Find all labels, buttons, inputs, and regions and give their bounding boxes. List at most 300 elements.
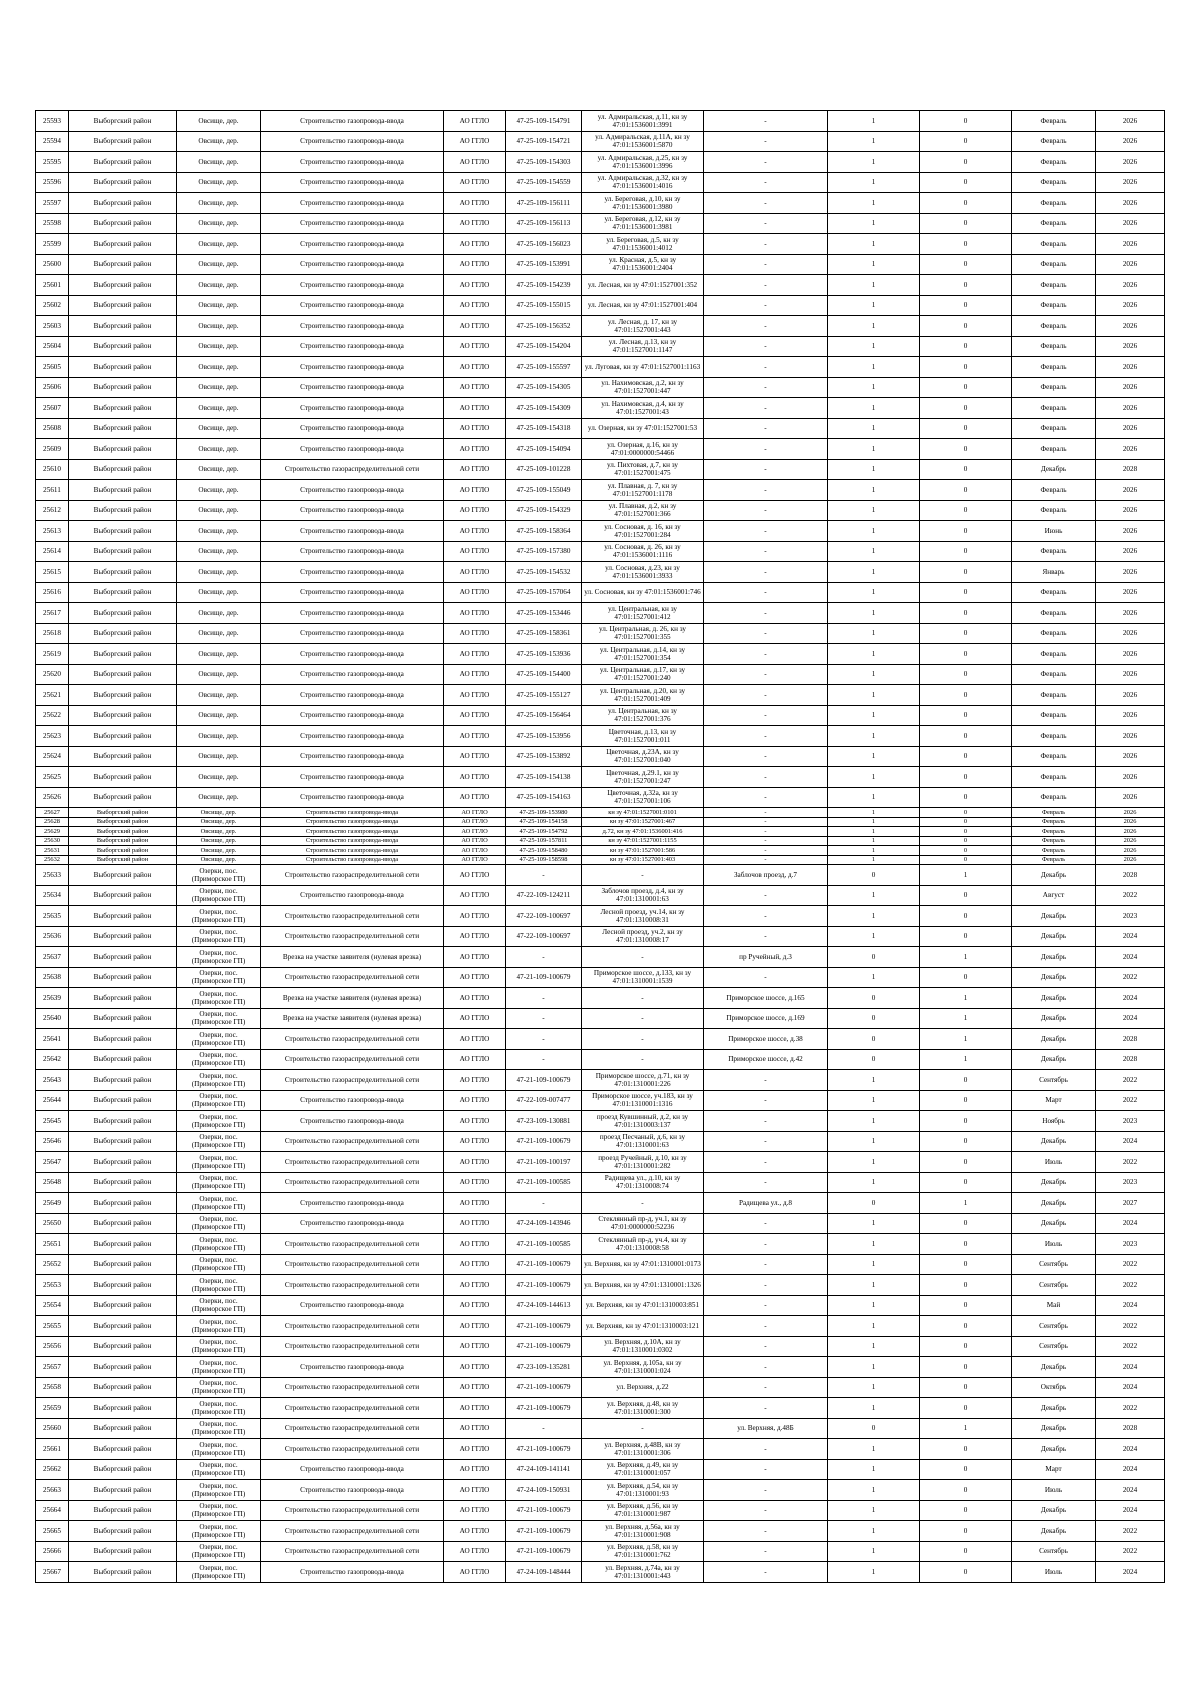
cell-row-number: 25630 xyxy=(36,836,69,846)
cell-application-number: 47-25-109-153980 xyxy=(506,808,582,818)
cell-work-type: Строительство газораспределительной сети xyxy=(261,1070,444,1091)
cell-work-type: Строительство газопровода-ввода xyxy=(261,808,444,818)
cell-application-number: 47-24-109-150931 xyxy=(506,1480,582,1501)
cell-organization: АО ГГЛО xyxy=(444,603,506,624)
table-row xyxy=(36,275,1165,296)
cell-work-type: Строительство газопровода-ввода xyxy=(261,295,444,316)
cell-count-a: 1 xyxy=(828,418,920,439)
cell-count-a: 1 xyxy=(828,521,920,542)
cell-row-number: 25600 xyxy=(36,254,69,275)
cell-month: Февраль xyxy=(1012,213,1096,234)
cell-month: Июль xyxy=(1012,1562,1096,1583)
cell-settlement: Озерки, пос. (Приморское ГП) xyxy=(177,885,261,906)
cell-month: Декабрь xyxy=(1012,1049,1096,1070)
cell-row-number: 25656 xyxy=(36,1336,69,1357)
cell-row-number: 25654 xyxy=(36,1295,69,1316)
cell-year: 2028 xyxy=(1096,1029,1165,1050)
cell-organization: АО ГГЛО xyxy=(444,1480,506,1501)
cell-year: 2026 xyxy=(1096,439,1165,460)
cell-organization: АО ГГЛО xyxy=(444,865,506,886)
cell-count-b: 0 xyxy=(920,1541,1012,1562)
cell-organization: АО ГГЛО xyxy=(444,1521,506,1542)
cell-count-a: 1 xyxy=(828,234,920,255)
cell-count-b: 0 xyxy=(920,664,1012,685)
table-row xyxy=(36,947,1165,968)
cell-count-b: 1 xyxy=(920,988,1012,1009)
cell-settlement: Овсище, дер. xyxy=(177,827,261,837)
cell-district: Выборгский район xyxy=(69,275,177,296)
cell-year: 2022 xyxy=(1096,885,1165,906)
cell-application-number: 47-25-109-154792 xyxy=(506,827,582,837)
cell-application-number: 47-25-109-154309 xyxy=(506,398,582,419)
cell-work-type: Строительство газопровода-ввода xyxy=(261,1357,444,1378)
cell-month: Февраль xyxy=(1012,111,1096,132)
cell-count-a: 1 xyxy=(828,1500,920,1521)
cell-organization: АО ГГЛО xyxy=(444,562,506,583)
cell-settlement: Озерки, пос. (Приморское ГП) xyxy=(177,1418,261,1439)
cell-year: 2026 xyxy=(1096,685,1165,706)
cell-row-number: 25603 xyxy=(36,316,69,337)
cell-year: 2022 xyxy=(1096,1398,1165,1419)
cell-settlement: Озерки, пос. (Приморское ГП) xyxy=(177,1029,261,1050)
cell-district: Выборгский район xyxy=(69,480,177,501)
cell-organization: АО ГГЛО xyxy=(444,1439,506,1460)
cell-work-type: Строительство газопровода-ввода xyxy=(261,623,444,644)
cell-month: Февраль xyxy=(1012,808,1096,818)
cell-work-type: Строительство газопровода-ввода xyxy=(261,316,444,337)
cell-month: Сентябрь xyxy=(1012,1541,1096,1562)
cell-year: 2024 xyxy=(1096,1295,1165,1316)
cell-address-cadastral: ул. Верхняя, д.74а, кн зу 47:01:1310001:443 xyxy=(582,1562,704,1583)
cell-district: Выборгский район xyxy=(69,817,177,827)
table-row xyxy=(36,152,1165,173)
cell-count-a: 1 xyxy=(828,152,920,173)
cell-count-a: 1 xyxy=(828,685,920,706)
cell-year: 2026 xyxy=(1096,705,1165,726)
cell-work-type: Строительство газопровода-ввода xyxy=(261,582,444,603)
cell-count-a: 1 xyxy=(828,254,920,275)
cell-address: Приморское шоссе, д.169 xyxy=(704,1008,828,1029)
cell-count-a: 1 xyxy=(828,787,920,808)
cell-row-number: 25666 xyxy=(36,1541,69,1562)
cell-address: - xyxy=(704,836,828,846)
cell-organization: АО ГГЛО xyxy=(444,1500,506,1521)
cell-address: - xyxy=(704,726,828,747)
cell-count-a: 1 xyxy=(828,1070,920,1091)
cell-address-cadastral: - xyxy=(582,947,704,968)
cell-count-b: 0 xyxy=(920,817,1012,827)
table-row xyxy=(36,521,1165,542)
cell-address: - xyxy=(704,705,828,726)
cell-district: Выборгский район xyxy=(69,846,177,856)
cell-address: - xyxy=(704,1439,828,1460)
cell-address-cadastral: Лесной проезд, уч.14, кн зу 47:01:1310008:31 xyxy=(582,906,704,927)
cell-application-number: 47-21-109-100585 xyxy=(506,1172,582,1193)
cell-work-type: Строительство газопровода-ввода xyxy=(261,664,444,685)
cell-work-type: Строительство газопровода-ввода xyxy=(261,726,444,747)
cell-count-a: 0 xyxy=(828,1008,920,1029)
cell-organization: АО ГГЛО xyxy=(444,336,506,357)
cell-count-a: 1 xyxy=(828,817,920,827)
cell-address: - xyxy=(704,1521,828,1542)
cell-count-b: 0 xyxy=(920,836,1012,846)
cell-work-type: Строительство газопровода-ввода xyxy=(261,172,444,193)
cell-organization: АО ГГЛО xyxy=(444,111,506,132)
cell-work-type: Строительство газопровода-ввода xyxy=(261,644,444,665)
cell-application-number: 47-21-109-100679 xyxy=(506,1131,582,1152)
cell-count-b: 0 xyxy=(920,521,1012,542)
cell-work-type: Строительство газораспределительной сети xyxy=(261,1521,444,1542)
cell-work-type: Строительство газораспределительной сети xyxy=(261,906,444,927)
cell-district: Выборгский район xyxy=(69,855,177,865)
cell-month: Февраль xyxy=(1012,500,1096,521)
cell-organization: АО ГГЛО xyxy=(444,172,506,193)
cell-count-b: 0 xyxy=(920,705,1012,726)
cell-count-a: 1 xyxy=(828,836,920,846)
cell-row-number: 25636 xyxy=(36,926,69,947)
cell-row-number: 25632 xyxy=(36,855,69,865)
cell-month: Февраль xyxy=(1012,234,1096,255)
cell-address-cadastral: ул. Лесная, кн зу 47:01:1527001:352 xyxy=(582,275,704,296)
cell-month: Декабрь xyxy=(1012,1418,1096,1439)
cell-organization: АО ГГЛО xyxy=(444,1049,506,1070)
cell-row-number: 25613 xyxy=(36,521,69,542)
cell-address: - xyxy=(704,1541,828,1562)
cell-month: Декабрь xyxy=(1012,1398,1096,1419)
cell-district: Выборгский район xyxy=(69,1336,177,1357)
cell-settlement: Овсище, дер. xyxy=(177,398,261,419)
table-row xyxy=(36,1131,1165,1152)
cell-row-number: 25611 xyxy=(36,480,69,501)
cell-work-type: Строительство газопровода-ввода xyxy=(261,1111,444,1132)
cell-row-number: 25620 xyxy=(36,664,69,685)
cell-count-a: 1 xyxy=(828,885,920,906)
cell-count-b: 0 xyxy=(920,1377,1012,1398)
cell-month: Февраль xyxy=(1012,254,1096,275)
cell-district: Выборгский район xyxy=(69,1521,177,1542)
cell-count-b: 0 xyxy=(920,1459,1012,1480)
cell-count-a: 1 xyxy=(828,1398,920,1419)
cell-row-number: 25640 xyxy=(36,1008,69,1029)
cell-district: Выборгский район xyxy=(69,685,177,706)
cell-count-b: 0 xyxy=(920,316,1012,337)
cell-count-b: 0 xyxy=(920,1357,1012,1378)
cell-count-a: 1 xyxy=(828,1234,920,1255)
cell-address-cadastral: проезд Ручейный, д.10, кн зу 47:01:1310001:282 xyxy=(582,1152,704,1173)
cell-year: 2026 xyxy=(1096,746,1165,767)
cell-count-b: 0 xyxy=(920,336,1012,357)
cell-settlement: Овсище, дер. xyxy=(177,787,261,808)
cell-count-a: 1 xyxy=(828,855,920,865)
cell-month: Февраль xyxy=(1012,295,1096,316)
cell-organization: АО ГГЛО xyxy=(444,193,506,214)
cell-year: 2024 xyxy=(1096,1480,1165,1501)
cell-district: Выборгский район xyxy=(69,562,177,583)
cell-year: 2022 xyxy=(1096,1090,1165,1111)
cell-district: Выборгский район xyxy=(69,500,177,521)
cell-row-number: 25595 xyxy=(36,152,69,173)
cell-row-number: 25593 xyxy=(36,111,69,132)
cell-count-b: 0 xyxy=(920,439,1012,460)
cell-district: Выборгский район xyxy=(69,746,177,767)
cell-district: Выборгский район xyxy=(69,1111,177,1132)
cell-work-type: Строительство газопровода-ввода xyxy=(261,336,444,357)
cell-count-b: 0 xyxy=(920,254,1012,275)
cell-address-cadastral: ул. Адмиральская, д.11, кн зу 47:01:1536001:3991 xyxy=(582,111,704,132)
table-row xyxy=(36,1521,1165,1542)
cell-address: - xyxy=(704,541,828,562)
cell-year: 2026 xyxy=(1096,582,1165,603)
cell-address: - xyxy=(704,357,828,378)
table-row xyxy=(36,846,1165,856)
cell-district: Выборгский район xyxy=(69,947,177,968)
cell-settlement: Озерки, пос. (Приморское ГП) xyxy=(177,967,261,988)
cell-district: Выборгский район xyxy=(69,295,177,316)
cell-count-b: 0 xyxy=(920,885,1012,906)
cell-year: 2028 xyxy=(1096,1418,1165,1439)
cell-row-number: 25618 xyxy=(36,623,69,644)
cell-work-type: Строительство газопровода-ввода xyxy=(261,1562,444,1583)
table-row xyxy=(36,1418,1165,1439)
cell-application-number: 47-25-109-154204 xyxy=(506,336,582,357)
cell-settlement: Овсище, дер. xyxy=(177,480,261,501)
cell-application-number: 47-25-109-156113 xyxy=(506,213,582,234)
cell-row-number: 25648 xyxy=(36,1172,69,1193)
cell-district: Выборгский район xyxy=(69,726,177,747)
cell-settlement: Озерки, пос. (Приморское ГП) xyxy=(177,1439,261,1460)
cell-organization: АО ГГЛО xyxy=(444,357,506,378)
cell-settlement: Озерки, пос. (Приморское ГП) xyxy=(177,1111,261,1132)
cell-count-b: 0 xyxy=(920,1500,1012,1521)
cell-count-b: 0 xyxy=(920,152,1012,173)
cell-row-number: 25596 xyxy=(36,172,69,193)
cell-work-type: Строительство газораспределительной сети xyxy=(261,1377,444,1398)
cell-application-number: - xyxy=(506,1049,582,1070)
cell-count-b: 0 xyxy=(920,275,1012,296)
cell-count-a: 1 xyxy=(828,275,920,296)
table-row xyxy=(36,1090,1165,1111)
cell-year: 2026 xyxy=(1096,827,1165,837)
cell-month: Январь xyxy=(1012,562,1096,583)
cell-count-b: 0 xyxy=(920,172,1012,193)
cell-application-number: 47-25-109-154721 xyxy=(506,131,582,152)
cell-organization: АО ГГЛО xyxy=(444,521,506,542)
table-row xyxy=(36,767,1165,788)
cell-count-b: 0 xyxy=(920,1398,1012,1419)
cell-year: 2026 xyxy=(1096,234,1165,255)
cell-month: Декабрь xyxy=(1012,1172,1096,1193)
cell-work-type: Строительство газораспределительной сети xyxy=(261,1172,444,1193)
cell-organization: АО ГГЛО xyxy=(444,1377,506,1398)
cell-settlement: Овсище, дер. xyxy=(177,439,261,460)
table-row xyxy=(36,827,1165,837)
cell-count-b: 1 xyxy=(920,947,1012,968)
cell-application-number: 47-25-109-158364 xyxy=(506,521,582,542)
cell-organization: АО ГГЛО xyxy=(444,1213,506,1234)
cell-organization: АО ГГЛО xyxy=(444,664,506,685)
cell-settlement: Овсище, дер. xyxy=(177,152,261,173)
cell-count-a: 1 xyxy=(828,193,920,214)
cell-count-b: 0 xyxy=(920,377,1012,398)
cell-district: Выборгский район xyxy=(69,1439,177,1460)
cell-year: 2024 xyxy=(1096,1008,1165,1029)
cell-count-a: 1 xyxy=(828,336,920,357)
cell-address-cadastral: ул. Береговая, д.5, кн зу 47:01:1536001:4012 xyxy=(582,234,704,255)
cell-application-number: 47-21-109-100679 xyxy=(506,1439,582,1460)
table-row xyxy=(36,644,1165,665)
cell-district: Выборгский район xyxy=(69,193,177,214)
cell-organization: АО ГГЛО xyxy=(444,1275,506,1296)
cell-count-b: 0 xyxy=(920,1131,1012,1152)
cell-work-type: Строительство газораспределительной сети xyxy=(261,1316,444,1337)
table-row xyxy=(36,1398,1165,1419)
cell-address: - xyxy=(704,1377,828,1398)
cell-month: Март xyxy=(1012,1090,1096,1111)
cell-year: 2026 xyxy=(1096,817,1165,827)
cell-settlement: Овсище, дер. xyxy=(177,562,261,583)
cell-application-number: 47-25-109-154303 xyxy=(506,152,582,173)
cell-count-b: 0 xyxy=(920,1521,1012,1542)
cell-row-number: 25647 xyxy=(36,1152,69,1173)
cell-month: Февраль xyxy=(1012,398,1096,419)
cell-district: Выборгский район xyxy=(69,439,177,460)
cell-row-number: 25660 xyxy=(36,1418,69,1439)
cell-application-number: - xyxy=(506,1029,582,1050)
cell-year: 2024 xyxy=(1096,988,1165,1009)
cell-count-a: 1 xyxy=(828,644,920,665)
table-row xyxy=(36,1152,1165,1173)
cell-address: - xyxy=(704,787,828,808)
cell-year: 2022 xyxy=(1096,1152,1165,1173)
cell-year: 2026 xyxy=(1096,377,1165,398)
table-row xyxy=(36,664,1165,685)
cell-work-type: Строительство газораспределительной сети xyxy=(261,1439,444,1460)
cell-address-cadastral: ул. Верхняя, д.10А, кн зу 47:01:1310001:0302 xyxy=(582,1336,704,1357)
table-row xyxy=(36,808,1165,818)
cell-application-number: 47-24-109-141141 xyxy=(506,1459,582,1480)
cell-settlement: Озерки, пос. (Приморское ГП) xyxy=(177,1562,261,1583)
cell-row-number: 25622 xyxy=(36,705,69,726)
cell-organization: АО ГГЛО xyxy=(444,644,506,665)
cell-count-a: 1 xyxy=(828,1172,920,1193)
cell-work-type: Строительство газораспределительной сети xyxy=(261,865,444,886)
cell-application-number: 47-22-109-124211 xyxy=(506,885,582,906)
cell-address-cadastral: - xyxy=(582,1008,704,1029)
table-row xyxy=(36,705,1165,726)
cell-address: - xyxy=(704,685,828,706)
cell-address: - xyxy=(704,1090,828,1111)
cell-count-b: 0 xyxy=(920,131,1012,152)
cell-count-b: 1 xyxy=(920,1029,1012,1050)
cell-address-cadastral: ул. Верхняя, д.56а, кн зу 47:01:1310001:908 xyxy=(582,1521,704,1542)
cell-count-b: 0 xyxy=(920,603,1012,624)
cell-count-a: 1 xyxy=(828,1254,920,1275)
cell-work-type: Строительство газораспределительной сети xyxy=(261,1275,444,1296)
cell-address-cadastral: проезд Кувшинный, д.2, кн зу 47:01:1310003:137 xyxy=(582,1111,704,1132)
cell-year: 2023 xyxy=(1096,1172,1165,1193)
cell-count-a: 1 xyxy=(828,582,920,603)
cell-year: 2024 xyxy=(1096,926,1165,947)
cell-address: Радищева ул., д.8 xyxy=(704,1193,828,1214)
cell-settlement: Овсище, дер. xyxy=(177,316,261,337)
cell-address: ул. Верхняя, д.48Б xyxy=(704,1418,828,1439)
cell-application-number: 47-25-109-153892 xyxy=(506,746,582,767)
cell-address: - xyxy=(704,459,828,480)
cell-count-a: 1 xyxy=(828,357,920,378)
cell-address: - xyxy=(704,521,828,542)
cell-address: - xyxy=(704,172,828,193)
cell-settlement: Озерки, пос. (Приморское ГП) xyxy=(177,1541,261,1562)
cell-address-cadastral: Цветочная, д.23А, кн зу 47:01:1527001:040 xyxy=(582,746,704,767)
cell-address-cadastral: Радищева ул., д.10, кн зу 47:01:1310008:74 xyxy=(582,1172,704,1193)
cell-work-type: Строительство газопровода-ввода xyxy=(261,767,444,788)
cell-month: Февраль xyxy=(1012,152,1096,173)
cell-year: 2026 xyxy=(1096,855,1165,865)
cell-settlement: Овсище, дер. xyxy=(177,623,261,644)
cell-district: Выборгский район xyxy=(69,705,177,726)
table-row xyxy=(36,439,1165,460)
cell-application-number: 47-22-109-007477 xyxy=(506,1090,582,1111)
cell-count-b: 0 xyxy=(920,906,1012,927)
cell-application-number: 47-25-109-158480 xyxy=(506,846,582,856)
table-row xyxy=(36,1316,1165,1337)
cell-work-type: Строительство газораспределительной сети xyxy=(261,1049,444,1070)
cell-district: Выборгский район xyxy=(69,111,177,132)
cell-address-cadastral: ул. Сосновая, д.23, кн зу 47:01:1536001:3933 xyxy=(582,562,704,583)
cell-work-type: Строительство газопровода-ввода xyxy=(261,885,444,906)
cell-application-number: 47-25-109-157064 xyxy=(506,582,582,603)
cell-application-number: 47-23-109-130881 xyxy=(506,1111,582,1132)
cell-district: Выборгский район xyxy=(69,1090,177,1111)
cell-month: Февраль xyxy=(1012,787,1096,808)
cell-address: - xyxy=(704,111,828,132)
cell-application-number: 47-24-109-143946 xyxy=(506,1213,582,1234)
cell-count-a: 1 xyxy=(828,480,920,501)
cell-work-type: Строительство газопровода-ввода xyxy=(261,1090,444,1111)
cell-year: 2022 xyxy=(1096,1541,1165,1562)
cell-count-a: 1 xyxy=(828,316,920,337)
cell-month: Сентябрь xyxy=(1012,1070,1096,1091)
cell-row-number: 25651 xyxy=(36,1234,69,1255)
cell-address: - xyxy=(704,644,828,665)
cell-count-a: 1 xyxy=(828,846,920,856)
cell-address-cadastral: Приморское шоссе, д.133, кн зу 47:01:1310001:1539 xyxy=(582,967,704,988)
cell-address-cadastral: ул. Лесная, д.13, кн зу 47:01:1527001:1147 xyxy=(582,336,704,357)
cell-work-type: Строительство газораспределительной сети xyxy=(261,1418,444,1439)
cell-district: Выборгский район xyxy=(69,1070,177,1091)
cell-row-number: 25612 xyxy=(36,500,69,521)
cell-month: Июль xyxy=(1012,1234,1096,1255)
cell-address-cadastral: ул. Верхняя, кн зу 47:01:1310003:851 xyxy=(582,1295,704,1316)
cell-settlement: Озерки, пос. (Приморское ГП) xyxy=(177,926,261,947)
cell-organization: АО ГГЛО xyxy=(444,1193,506,1214)
cell-organization: АО ГГЛО xyxy=(444,275,506,296)
cell-district: Выборгский район xyxy=(69,988,177,1009)
cell-count-b: 0 xyxy=(920,1111,1012,1132)
cell-row-number: 25599 xyxy=(36,234,69,255)
cell-organization: АО ГГЛО xyxy=(444,418,506,439)
cell-row-number: 25662 xyxy=(36,1459,69,1480)
cell-row-number: 25667 xyxy=(36,1562,69,1583)
cell-application-number: 47-25-109-153991 xyxy=(506,254,582,275)
cell-work-type: Строительство газопровода-ввода xyxy=(261,1213,444,1234)
cell-month: Февраль xyxy=(1012,172,1096,193)
cell-month: Февраль xyxy=(1012,193,1096,214)
cell-organization: АО ГГЛО xyxy=(444,1111,506,1132)
cell-district: Выборгский район xyxy=(69,131,177,152)
cell-district: Выборгский район xyxy=(69,357,177,378)
cell-row-number: 25665 xyxy=(36,1521,69,1542)
